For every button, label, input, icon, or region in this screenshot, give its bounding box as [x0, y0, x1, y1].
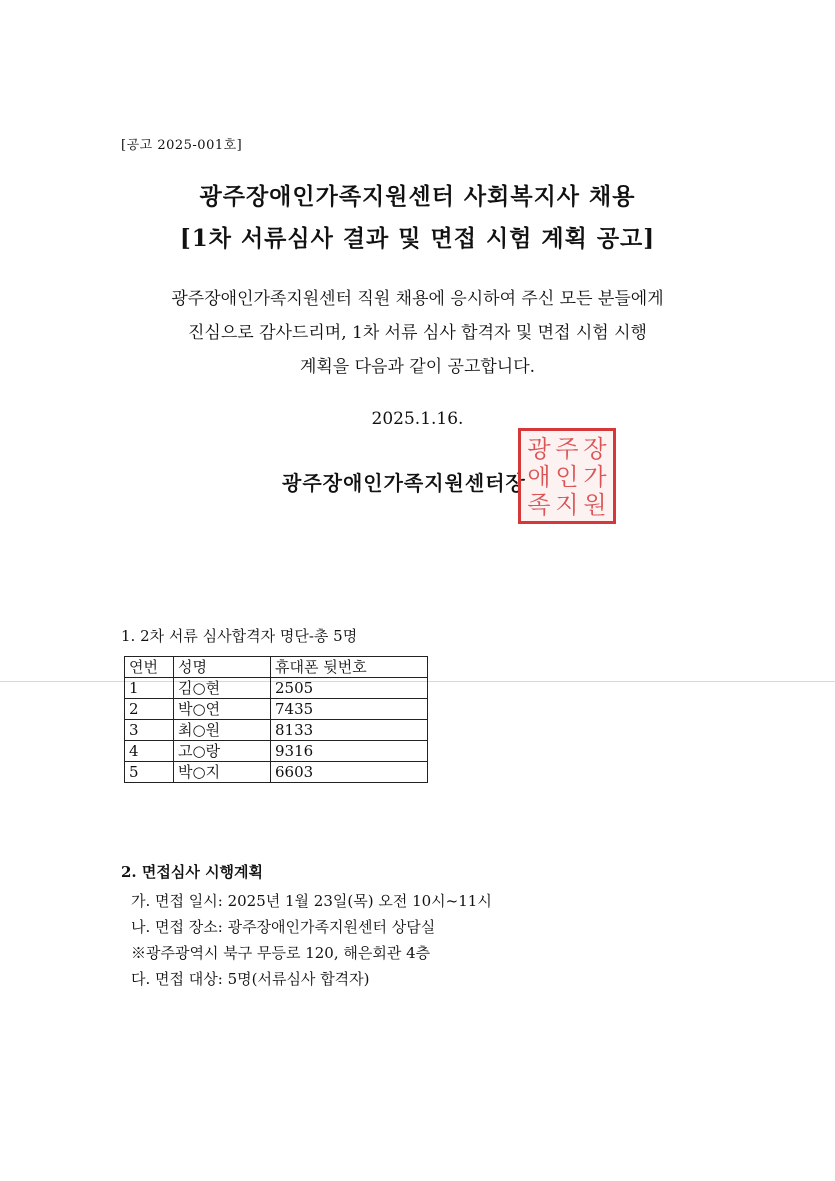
- title-line-2: [1차 서류심사 결과 및 면접 시험 계획 공고]: [179, 225, 656, 252]
- cell-number: 3: [125, 720, 174, 741]
- plan-item-date: 가. 면접 일시: 2025년 1월 23일(목) 오전 10시~11시: [131, 892, 492, 910]
- table-row: [125, 720, 428, 741]
- cell-number: 1: [125, 678, 174, 699]
- section1-heading: 1. 2차 서류 심사합격자 명단-총 5명: [121, 627, 358, 645]
- cell-name: 박○연: [174, 699, 271, 720]
- seal-character: 인: [555, 463, 579, 491]
- notice-date: 2025.1.16.: [371, 409, 464, 429]
- table-row: [125, 741, 428, 762]
- seal-character: 가: [583, 463, 607, 491]
- intro-line-3: 계획을 다음과 같이 공고합니다.: [299, 357, 536, 377]
- table-row: [125, 762, 428, 783]
- cell-phone: 7435: [271, 699, 428, 720]
- plan-item-place: 나. 면접 장소: 광주장애인가족지원센터 상담실: [131, 918, 436, 936]
- section2-heading: 2. 면접심사 시행계획: [121, 863, 264, 881]
- column-header-number: 연번: [125, 657, 174, 678]
- interview-plan-list: [121, 888, 492, 992]
- cell-phone: 2505: [271, 678, 428, 699]
- cell-phone: 9316: [271, 741, 428, 762]
- cell-number: 2: [125, 699, 174, 720]
- table-header-row: [125, 657, 428, 678]
- intro-line-2: 진심으로 감사드리며, 1차 서류 심사 합격자 및 면접 시험 시행: [188, 323, 647, 343]
- cell-phone: 6603: [271, 762, 428, 783]
- cell-name: 김○현: [174, 678, 271, 699]
- seal-character: 광: [527, 435, 551, 463]
- cell-phone: 8133: [271, 720, 428, 741]
- column-header-name: 성명: [174, 657, 271, 678]
- table-row: [125, 678, 428, 699]
- cell-number: 4: [125, 741, 174, 762]
- title-line-1: 광주장애인가족지원센터 사회복지사 채용: [199, 183, 636, 210]
- cell-name: 최○원: [174, 720, 271, 741]
- intro-paragraph: [0, 282, 835, 384]
- seal-character: 주: [555, 435, 579, 463]
- cell-number: 5: [125, 762, 174, 783]
- plan-item-target: 다. 면접 대상: 5명(서류심사 합격자): [131, 970, 370, 988]
- intro-line-1: 광주장애인가족지원센터 직원 채용에 응시하여 주신 모든 분들에게: [171, 289, 664, 309]
- table-row: [125, 699, 428, 720]
- seal-character: 족: [527, 491, 551, 519]
- seal-character: 애: [527, 463, 551, 491]
- cell-name: 고○랑: [174, 741, 271, 762]
- seal-character: 원: [583, 491, 607, 519]
- organization-name: 광주장애인가족지원센터장: [282, 471, 526, 495]
- seal-character: 장: [583, 435, 607, 463]
- column-header-phone: 휴대폰 뒷번호: [271, 657, 428, 678]
- seal-character: 지: [555, 491, 579, 519]
- notice-number: [공고 2025-001호]: [121, 138, 243, 153]
- cell-name: 박○지: [174, 762, 271, 783]
- official-seal-stamp: [518, 428, 616, 524]
- passed-candidates-table: [124, 656, 428, 783]
- plan-item-address: ※광주광역시 북구 무등로 120, 해은회관 4층: [131, 944, 431, 962]
